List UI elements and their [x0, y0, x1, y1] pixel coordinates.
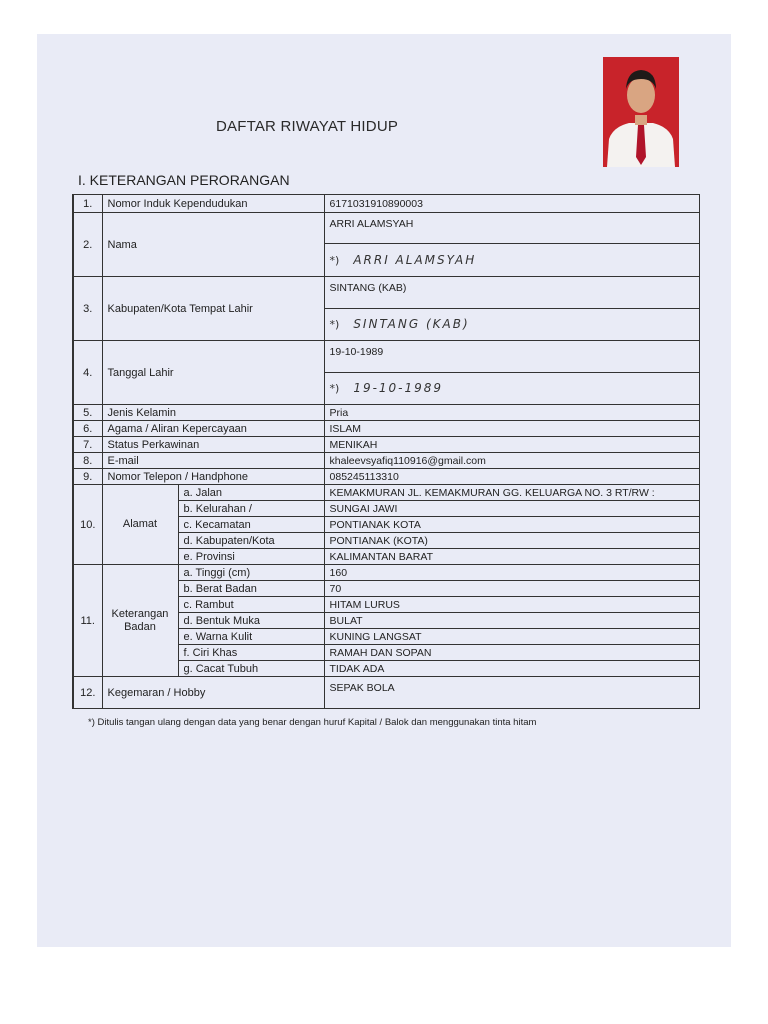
handwritten-text: ARRI ALAMSYAH [353, 252, 477, 267]
row-number: 4. [73, 341, 102, 405]
field-value: RAMAH DAN SOPAN [324, 645, 699, 661]
document-title: DAFTAR RIWAYAT HIDUP [216, 118, 399, 135]
field-value-email: khaleevsyafiq110916@gmail.com [324, 453, 699, 469]
field-label-nik: Nomor Induk Kependudukan [102, 195, 324, 213]
table-row [73, 405, 699, 421]
field-label-alamat: Alamat [102, 485, 178, 565]
handwritten-nama [324, 244, 699, 277]
profile-photo [603, 57, 679, 167]
sub-label: d. Kabupaten/Kota [178, 533, 324, 549]
handwriting-marker: *) [329, 318, 340, 331]
personal-data-table [72, 194, 700, 709]
field-value-agama: ISLAM [324, 421, 699, 437]
table-row [73, 437, 699, 453]
table-row [73, 453, 699, 469]
field-label-email: E-mail [102, 453, 324, 469]
row-number: 12. [73, 677, 102, 709]
row-number: 8. [73, 453, 102, 469]
row-number: 10. [73, 485, 102, 565]
sub-label: e. Warna Kulit [178, 629, 324, 645]
sub-label: b. Kelurahan / [178, 501, 324, 517]
row-number: 9. [73, 469, 102, 485]
sub-label: a. Tinggi (cm) [178, 565, 324, 581]
field-label-badan: Keterangan Badan [102, 565, 178, 677]
field-value-hobby: SEPAK BOLA [324, 677, 699, 709]
handwritten-tgl [324, 373, 699, 405]
field-value: TIDAK ADA [324, 661, 699, 677]
field-value-nama: ARRI ALAMSYAH [324, 213, 699, 244]
field-label-nama: Nama [102, 213, 324, 277]
field-label-tgl: Tanggal Lahir [102, 341, 324, 405]
sub-label: a. Jalan [178, 485, 324, 501]
row-number: 7. [73, 437, 102, 453]
field-value: HITAM LURUS [324, 597, 699, 613]
table-row [73, 213, 699, 244]
row-number: 1. [73, 195, 102, 213]
sub-label: g. Cacat Tubuh [178, 661, 324, 677]
field-value-telp: 085245113310 [324, 469, 699, 485]
row-number: 11. [73, 565, 102, 677]
row-number: 2. [73, 213, 102, 277]
row-number: 6. [73, 421, 102, 437]
table-row [73, 565, 699, 581]
sub-label: f. Ciri Khas [178, 645, 324, 661]
table-row [73, 341, 699, 373]
field-value-kab: SINTANG (KAB) [324, 277, 699, 309]
field-label-telp: Nomor Telepon / Handphone [102, 469, 324, 485]
field-value: PONTIANAK KOTA [324, 517, 699, 533]
sub-label: c. Kecamatan [178, 517, 324, 533]
table-row [73, 421, 699, 437]
field-value: SUNGAI JAWI [324, 501, 699, 517]
handwritten-text: 19-10-1989 [353, 381, 444, 395]
handwriting-marker: *) [329, 253, 340, 267]
handwritten-kab [324, 309, 699, 341]
sub-label: b. Berat Badan [178, 581, 324, 597]
table-row [73, 485, 699, 501]
handwriting-marker: *) [329, 382, 340, 395]
sub-label: c. Rambut [178, 597, 324, 613]
field-value: 160 [324, 565, 699, 581]
field-value: KALIMANTAN BARAT [324, 549, 699, 565]
field-label-status: Status Perkawinan [102, 437, 324, 453]
table-row [73, 677, 699, 709]
row-number: 3. [73, 277, 102, 341]
field-label-hobby: Kegemaran / Hobby [102, 677, 324, 709]
table-row [73, 195, 699, 213]
row-number: 5. [73, 405, 102, 421]
field-value: BULAT [324, 613, 699, 629]
field-value: KEMAKMURAN JL. KEMAKMURAN GG. KELUARGA NO. 3 RT/RW : [324, 485, 699, 501]
handwritten-text: SINTANG (KAB) [353, 317, 470, 331]
sub-label: e. Provinsi [178, 549, 324, 565]
field-value: 70 [324, 581, 699, 597]
field-value: PONTIANAK (KOTA) [324, 533, 699, 549]
field-value-status: MENIKAH [324, 437, 699, 453]
field-value-tgl: 19-10-1989 [324, 341, 699, 373]
field-label-agama: Agama / Aliran Kepercayaan [102, 421, 324, 437]
field-value-jk: Pria [324, 405, 699, 421]
field-value: KUNING LANGSAT [324, 629, 699, 645]
table-row [73, 469, 699, 485]
field-label-kab: Kabupaten/Kota Tempat Lahir [102, 277, 324, 341]
sub-label: d. Bentuk Muka [178, 613, 324, 629]
footnote: *) Ditulis tangan ulang dengan data yang benar dengan huruf Kapital / Balok dan menggunakan tinta hitam [88, 717, 537, 728]
field-value-nik: 6171031910890003 [324, 195, 699, 213]
table-row [73, 277, 699, 309]
field-label-jk: Jenis Kelamin [102, 405, 324, 421]
section-title: I. KETERANGAN PERORANGAN [78, 172, 290, 188]
